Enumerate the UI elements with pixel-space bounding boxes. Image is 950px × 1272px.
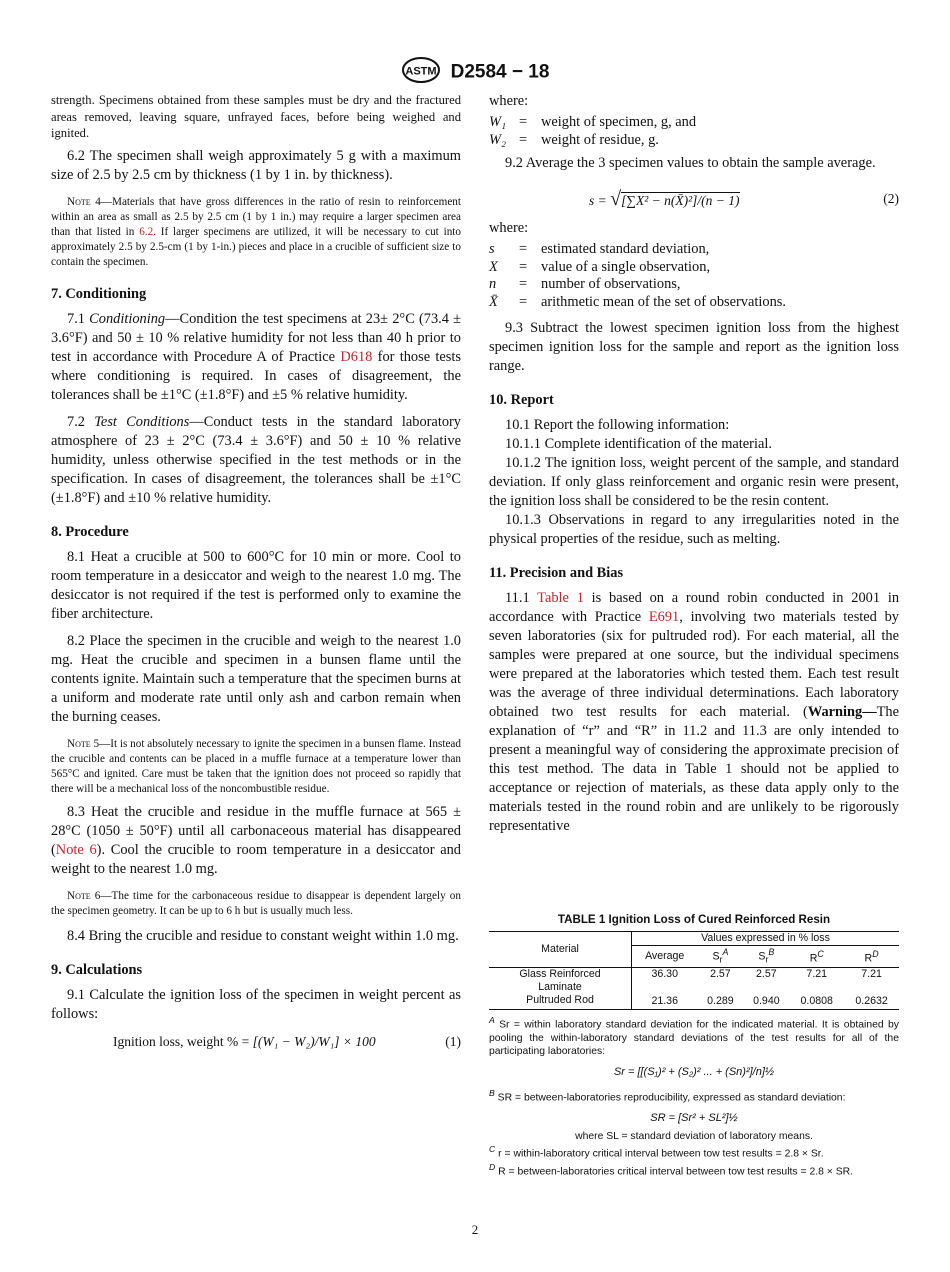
def-desc: weight of specimen, g, and — [541, 114, 697, 130]
note-6-label: Note 6 — [67, 889, 101, 902]
def-equals: = — [519, 276, 528, 292]
footnote-d — [489, 1161, 899, 1179]
def-equals: = — [519, 293, 528, 310]
footnote-c — [489, 1143, 899, 1161]
header-sR — [743, 946, 789, 968]
def-equals: = — [519, 114, 528, 130]
footnote-d-text: R = between-laboratories critical interval between tow test results = 2.8 × SR. — [495, 1166, 854, 1178]
note-4-text-b: . If larger specimens are utilized, it will be necessary to cut into approximately 2.5 by 2.5-cm (1 by 1-in.) pieces and place in a crucible of sufficient size to contain the specimen. — [51, 225, 461, 268]
link-note-6[interactable]: Note 6 — [55, 841, 97, 858]
para-9-3: 9.3 Subtract the lowest specimen ignition loss from the highest specimen ignition loss for the sample and report as the ignition loss range. — [489, 320, 899, 374]
link-table-1[interactable]: Table 1 — [537, 590, 584, 606]
para-9-1: 9.1 Calculate the ignition loss of the specimen in weight percent as follows: — [51, 986, 461, 1022]
heading-11: 11. Precision and Bias — [489, 565, 624, 581]
para-11-1-c: The explanation of “r” and “R” in 11.2 and 11.3 are only intended to present a meaningful way of considering the approximate precision of this test method. The data in Table 1 should not be applied to acceptance or rejection of materials, as these data apply only to the materials tested in the round robin and are unlikely to be rigorously representative — [489, 704, 899, 834]
para-6-2: 6.2 The specimen shall weigh approximately 5 g with a maximum size of 2.5 by 2.5 cm by thickness (1 by 1 in. by thickness). — [51, 147, 461, 183]
def-desc: arithmetic mean of the set of observations. — [541, 293, 786, 310]
footnote-b-where: where SL = standard deviation of laboratory means. — [575, 1130, 813, 1142]
note-4-label: Note 4 — [67, 195, 101, 208]
cell-average: 36.30 — [651, 967, 678, 980]
def-desc: number of observations, — [541, 276, 681, 292]
para-8-4: 8.4 Bring the crucible and residue to constant weight within 1.0 mg. — [67, 927, 459, 944]
para-11-1-b: , involving two materials tested by seven laboratories (six for pultruded rod). For each material, all the samples were prepared at one source, but the individual specimens were prepared at the laboratories which tested them. Each test result was the average of three individual determinations. Each laboratory obtained two test results for each material. ( — [489, 609, 900, 720]
para-7-2-a: —Conduct tests in the standard laboratory atmosphere of 23 ± 2°C (73.4 ± 3.6°F) and 50 ± 10 % relative humidity, unless otherwise specified in the test methods or in the specification. In cases of disagreement, the tolerances shall be ±1°C (±1.8°F) and ±10 % relative humidity. — [51, 413, 462, 506]
definition-row — [489, 241, 899, 259]
para-7-2-title: Test Conditions — [94, 413, 190, 430]
astm-logo-text: ASTM — [405, 65, 437, 78]
note-5-text: —It is not absolutely necessary to ignite the specimen in a bunsen flame. Instead the crucible and contents can be placed in a muffle furnace at a temperature lower than 565°C and ignited. Care must be taken that the ignition does not proceed so rapidly that there will be a mechanical loss of the noncombustible residue. — [51, 737, 461, 795]
equation-2-number: (2) — [883, 191, 899, 206]
def-desc: value of a single observation, — [541, 258, 711, 275]
para-8-3-b: ). Cool the crucible to room temperature in a desiccator and weight to the nearest 1.0 mg. — [51, 841, 461, 877]
def-symbol: X — [489, 258, 498, 275]
cell-R: 0.2632 — [855, 994, 888, 1007]
definition-row — [489, 294, 899, 312]
definition-row — [489, 114, 899, 132]
definition-row — [489, 259, 899, 277]
para-7-1-num: 7.1 — [67, 310, 90, 327]
para-8-3 — [51, 803, 461, 879]
standard-designation: D2584 − 18 — [450, 61, 550, 83]
table-row — [489, 994, 899, 1010]
header-average: Average — [645, 949, 685, 962]
para-strength: strength. Specimens obtained from these samples must be dry and the fractured areas removed, leaving square, unfrayed faces, before being weighed and ignited. — [51, 93, 461, 140]
para-10-1-3: 10.1.3 Observations in regard to any irregularities noted in the physical properties of the residue, such as melting. — [489, 512, 899, 547]
cell-sR: 0.940 — [753, 994, 780, 1007]
cell-sR: 2.57 — [756, 967, 777, 980]
footnote-a-text: Sr = within laboratory standard deviation for the indicated material. It is obtained by pooling the within-laboratory standard deviations of the test results for all of the participating laboratories: — [489, 1019, 899, 1058]
def-desc: estimated standard deviation, — [541, 241, 710, 257]
para-7-2-num: 7.2 — [67, 413, 95, 430]
para-9-2: 9.2 Average the 3 specimen values to obtain the sample average. — [505, 155, 876, 171]
header-sR-sup: B — [768, 947, 775, 957]
cell-r: 7.21 — [806, 967, 828, 980]
heading-10: 10. Report — [489, 392, 554, 408]
equation-1-number: (1) — [445, 1033, 461, 1049]
definitions-2 — [489, 241, 899, 311]
table-1 — [489, 931, 899, 1010]
para-7-1-title: Conditioning — [89, 310, 166, 327]
heading-7: 7. Conditioning — [51, 285, 147, 302]
where-2: where: — [489, 220, 529, 236]
footnote-b-mark: B — [489, 1087, 495, 1098]
header-r-base: R — [809, 952, 818, 965]
cell-material — [489, 967, 632, 994]
link-e691[interactable]: E691 — [648, 609, 680, 625]
header-values: Values expressed in % loss — [632, 932, 900, 946]
header-sR-sub: r — [765, 954, 769, 965]
header-sr-sub: r — [719, 954, 723, 965]
def-symbol: s — [489, 241, 495, 257]
right-column — [489, 92, 899, 836]
def-symbol: X̄ — [489, 293, 498, 310]
footnote-c-text: r = within-laboratory critical interval between tow test results = 2.8 × Sr. — [495, 1148, 824, 1160]
table-1-title: TABLE 1 Ignition Loss of Cured Reinforced Resin — [557, 913, 831, 926]
where-1: where: — [489, 93, 529, 109]
note-4-text-a: —Materials that have gross differences in the ratio of resin to reinforcement within an area as small as 2.5 by 2.5 cm (1 by 1 in.) may require a larger specimen area than that listed in — [51, 195, 461, 238]
cell-material-line1: Glass Reinforced — [519, 967, 601, 980]
para-7-2 — [51, 413, 461, 508]
para-7-1 — [51, 310, 461, 405]
astm-logo-icon — [401, 56, 441, 89]
cell-material: Pultruded Rod — [489, 994, 632, 1010]
para-10-1-1: 10.1.1 Complete identification of the material. — [505, 436, 772, 452]
header-R-base: R — [864, 952, 873, 965]
note-5 — [51, 737, 461, 797]
def-equals: = — [519, 131, 528, 148]
def-equals: = — [519, 241, 528, 257]
page-number: 2 — [471, 1222, 479, 1237]
header-R — [844, 946, 899, 968]
cell-material-line2: Laminate — [538, 980, 582, 993]
cell-average: 21.36 — [651, 994, 678, 1007]
definition-row — [489, 132, 899, 150]
def-symbol: n — [489, 276, 497, 292]
header-sr-base: S — [712, 950, 720, 963]
page-header — [0, 56, 950, 89]
header-sr — [697, 946, 743, 968]
sqrt-icon: √ — [610, 188, 622, 210]
note-6-text: —The time for the carbonaceous residue to disappear is dependent largely on the specimen geometry. It can be up to 6 h but is usually much less. — [51, 889, 461, 917]
equation-2-lhs: s = — [589, 193, 611, 208]
para-8-3-a: 8.3 Heat the crucible and residue in the muffle furnace at 565 ± 28°C (1050 ± 50°F) until all carbonaceous material has disappeared ( — [51, 803, 461, 858]
def-desc: weight of residue, g. — [541, 131, 659, 148]
para-7-1-a: —Condition the test specimens at 23± 2°C (73.4 ± 3.6°F) and 50 ± 10 % relative humidity for not less than 40 h prior to test in accordance with Procedure A of Practice — [51, 310, 461, 365]
header-r — [789, 946, 844, 968]
equation-2 — [489, 185, 899, 213]
para-7-1-b: for those tests where conditioning is required. In cases of disagreement, the tolerances shall be ±1°C (±1.8°F) and ±5 % relative humidity. — [51, 348, 461, 403]
para-8-1: 8.1 Heat a crucible at 500 to 600°C for 10 min or more. Cool to room temperature in a desiccator and weigh to the nearest 1.0 mg. The desiccator is not required if the test is performed only to examine the fiber architecture. — [51, 548, 461, 622]
para-11-1-num: 11.1 — [505, 590, 538, 606]
cell-R: 7.21 — [861, 967, 882, 980]
formula-sR: SR = [Sr² + SL²]½ — [650, 1111, 738, 1124]
para-11-1 — [489, 589, 899, 836]
heading-8: 8. Procedure — [51, 523, 129, 540]
equation-1 — [51, 1030, 461, 1054]
def-symbol: W₂ — [489, 131, 506, 148]
footnote-c-mark: C — [489, 1144, 496, 1155]
header-r-sup: C — [817, 948, 824, 959]
heading-9: 9. Calculations — [51, 961, 143, 978]
equation-1-lhs: Ignition loss, weight % = — [113, 1033, 253, 1049]
equation-2-rhs: [∑X² − n(X̄)²]/(n − 1) — [621, 193, 740, 208]
para-11-1-a: is based on a round robin conducted in 2001 in accordance with Practice — [489, 590, 900, 625]
table-row — [489, 967, 899, 994]
header-sr-sup: A — [722, 947, 729, 957]
definitions-1 — [489, 114, 899, 149]
warning-label: Warning— — [807, 704, 877, 720]
header-sR-base: S — [758, 950, 766, 963]
note-4 — [51, 195, 461, 270]
note-5-label: Note 5 — [67, 737, 100, 750]
footnote-d-mark: D — [489, 1162, 496, 1173]
definition-row — [489, 276, 899, 294]
para-8-2: 8.2 Place the specimen in the crucible and weigh to the nearest 1.0 mg. Heat the crucible and specimen in a bunsen flame until the contents ignite. Maintain such a temperature that the specimen burns at a uniform and moderate rate until only ash and carbon remain when the burning ceases. — [51, 632, 461, 725]
para-10-1: 10.1 Report the following information: — [505, 417, 730, 433]
formula-sr: Sr = [[(S₁)² + (S₂)² ... + (Sn)²]/n]½ — [613, 1065, 775, 1078]
link-6-2[interactable]: 6.2 — [139, 225, 154, 238]
table-1-block — [489, 913, 899, 1179]
footnote-b — [489, 1087, 899, 1105]
para-10-1-2: 10.1.2 The ignition loss, weight percent of the sample, and standard deviation. If only glass reinforcement and organic resin were present, the ignition loss shall be considered to be the resin content. — [489, 455, 899, 509]
left-column — [51, 92, 461, 1054]
header-material: Material — [489, 932, 632, 968]
note-6 — [51, 889, 461, 919]
cell-r: 0.0808 — [800, 994, 833, 1007]
def-equals: = — [519, 258, 528, 275]
footnote-a-mark: A — [489, 1014, 495, 1025]
equation-1-rhs: [(W₁ − W₂)/W₁] × 100 — [252, 1033, 376, 1049]
header-R-sup: D — [872, 948, 879, 959]
link-d618[interactable]: D618 — [340, 348, 373, 365]
footnote-b-text: SR = between-laboratories reproducibility, expressed as standard deviation: — [494, 1092, 846, 1104]
cell-sr: 0.289 — [707, 994, 734, 1007]
footnote-a — [489, 1014, 899, 1059]
cell-sr: 2.57 — [710, 967, 731, 980]
def-symbol: W₁ — [489, 114, 506, 130]
